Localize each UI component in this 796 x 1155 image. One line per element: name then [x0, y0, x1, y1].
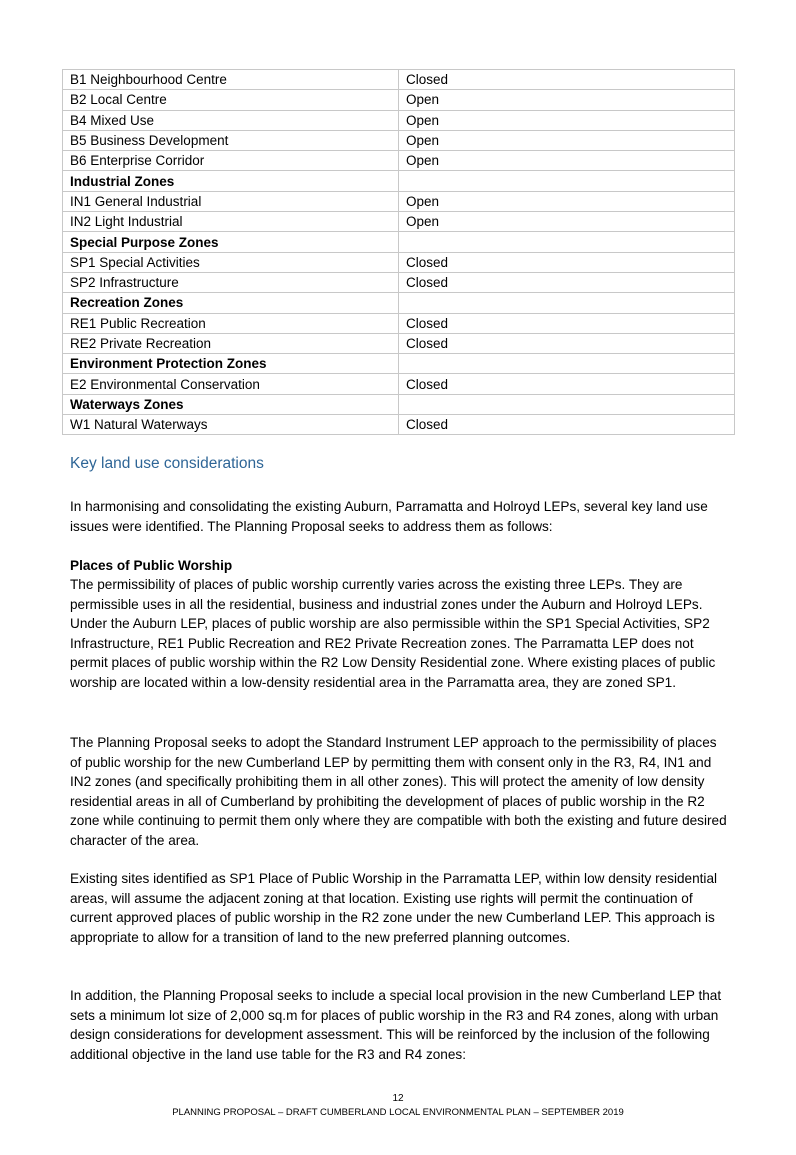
table-row	[63, 130, 735, 150]
section-heading: Key land use considerations	[70, 455, 264, 472]
table-row	[63, 333, 735, 353]
zone-name-cell: IN2 Light Industrial	[63, 212, 399, 232]
table-group-header-row	[63, 171, 735, 191]
zone-status-cell	[399, 171, 735, 191]
paragraph-text: In harmonising and consolidating the existing Auburn, Parramatta and Holroyd LEPs, several key land use issues were identified. The Planning Proposal seeks to address them as follows:	[70, 499, 708, 534]
zone-group-heading: Recreation Zones	[63, 293, 399, 313]
zone-name-cell: SP1 Special Activities	[63, 252, 399, 272]
table-row	[63, 313, 735, 333]
table-row	[63, 191, 735, 211]
page-footer: PLANNING PROPOSAL – DRAFT CUMBERLAND LOCAL ENVIRONMENTAL PLAN – SEPTEMBER 2019	[172, 1107, 624, 1118]
zone-status-cell: Closed	[399, 333, 735, 353]
table-row	[63, 151, 735, 171]
zone-status-cell: Open	[399, 151, 735, 171]
body-paragraph	[70, 986, 730, 1064]
zone-status-cell: Open	[399, 130, 735, 150]
table-group-header-row	[63, 293, 735, 313]
zone-status-cell	[399, 394, 735, 414]
zone-name-cell: B1 Neighbourhood Centre	[63, 70, 399, 90]
zone-name-cell: E2 Environmental Conservation	[63, 374, 399, 394]
zone-group-heading: Special Purpose Zones	[63, 232, 399, 252]
zone-status-cell: Closed	[399, 415, 735, 435]
zone-status-cell: Closed	[399, 70, 735, 90]
zone-status-cell	[399, 293, 735, 313]
table-row	[63, 374, 735, 394]
zone-status-cell: Closed	[399, 272, 735, 292]
zone-name-cell: B5 Business Development	[63, 130, 399, 150]
table-row	[63, 110, 735, 130]
intro-paragraph	[70, 497, 730, 536]
zone-table-body	[63, 70, 735, 435]
zone-status-cell: Open	[399, 212, 735, 232]
zone-name-cell: W1 Natural Waterways	[63, 415, 399, 435]
table-row	[63, 252, 735, 272]
zone-group-heading: Industrial Zones	[63, 171, 399, 191]
zone-status-cell: Open	[399, 191, 735, 211]
zone-name-cell: RE1 Public Recreation	[63, 313, 399, 333]
paragraph-text: The Planning Proposal seeks to adopt the Standard Instrument LEP approach to the permissibility of places of public worship for the new Cumberland LEP by permitting them with consent only in the R3, R4, IN1 and IN2 zones (and specifically prohibiting them in all other zones). This will protect the amenity of low density residential areas in all of Cumberland by prohibiting the development of places of public worship in the R2 zone while continuing to permit them only where they are compatible with both the existing and future desired character of the area.	[70, 735, 727, 848]
zone-name-cell: B4 Mixed Use	[63, 110, 399, 130]
zone-status-cell	[399, 232, 735, 252]
table-group-header-row	[63, 394, 735, 414]
page-number: 12	[392, 1093, 404, 1104]
zone-name-cell: SP2 Infrastructure	[63, 272, 399, 292]
zone-status-cell: Closed	[399, 374, 735, 394]
table-row	[63, 70, 735, 90]
table-row	[63, 212, 735, 232]
table-row	[63, 90, 735, 110]
zone-status-cell: Closed	[399, 252, 735, 272]
zone-name-cell: B6 Enterprise Corridor	[63, 151, 399, 171]
zone-group-heading: Waterways Zones	[63, 394, 399, 414]
paragraph-text: Existing sites identified as SP1 Place of Public Worship in the Parramatta LEP, within low density residential areas, will assume the adjacent zoning at that location. Existing use rights will permit the continuation of current approved places of public worship in the R2 zone under the new Cumberland LEP. This approach is appropriate to allow for a transition of land to the new preferred planning outcomes.	[70, 871, 718, 945]
paragraph-text: The permissibility of places of public worship currently varies across the existing three LEPs. They are permissible uses in all the residential, business and industrial zones under the Auburn and Holroyd LEPs. Under the Auburn LEP, places of public worship are also permissible within the SP1 Special Activities, SP2 Infrastructure, RE1 Public Recreation and RE2 Private Recreation zones. The Parramatta LEP does not permit places of public worship within the R2 Low Density Residential zone. Where existing places of public worship are located within a low-density residential area in the Parramatta area, they are zoned SP1.	[70, 577, 716, 690]
table-group-header-row	[63, 232, 735, 252]
zone-status-cell: Closed	[399, 313, 735, 333]
table-group-header-row	[63, 354, 735, 374]
zone-permissibility-table	[62, 69, 735, 435]
body-paragraph	[70, 575, 730, 693]
subheading-text: Places of Public Worship	[70, 558, 233, 573]
paragraph-text: In addition, the Planning Proposal seeks to include a special local provision in the new Cumberland LEP that sets a minimum lot size of 2,000 sq.m for places of public worship in the R3 and R4 zones, along with urban design considerations for development assessment. This will be reinforced by the inclusion of the following additional objective in the land use table for the R3 and R4 zones:	[70, 988, 722, 1062]
zone-name-cell: IN1 General Industrial	[63, 191, 399, 211]
body-paragraph	[70, 869, 730, 947]
zone-group-heading: Environment Protection Zones	[63, 354, 399, 374]
zone-name-cell: B2 Local Centre	[63, 90, 399, 110]
zone-status-cell: Open	[399, 90, 735, 110]
body-paragraph	[70, 733, 730, 851]
zone-status-cell: Open	[399, 110, 735, 130]
table-row	[63, 415, 735, 435]
table-row	[63, 272, 735, 292]
zone-status-cell	[399, 354, 735, 374]
zone-name-cell: RE2 Private Recreation	[63, 333, 399, 353]
subheading	[70, 556, 730, 576]
